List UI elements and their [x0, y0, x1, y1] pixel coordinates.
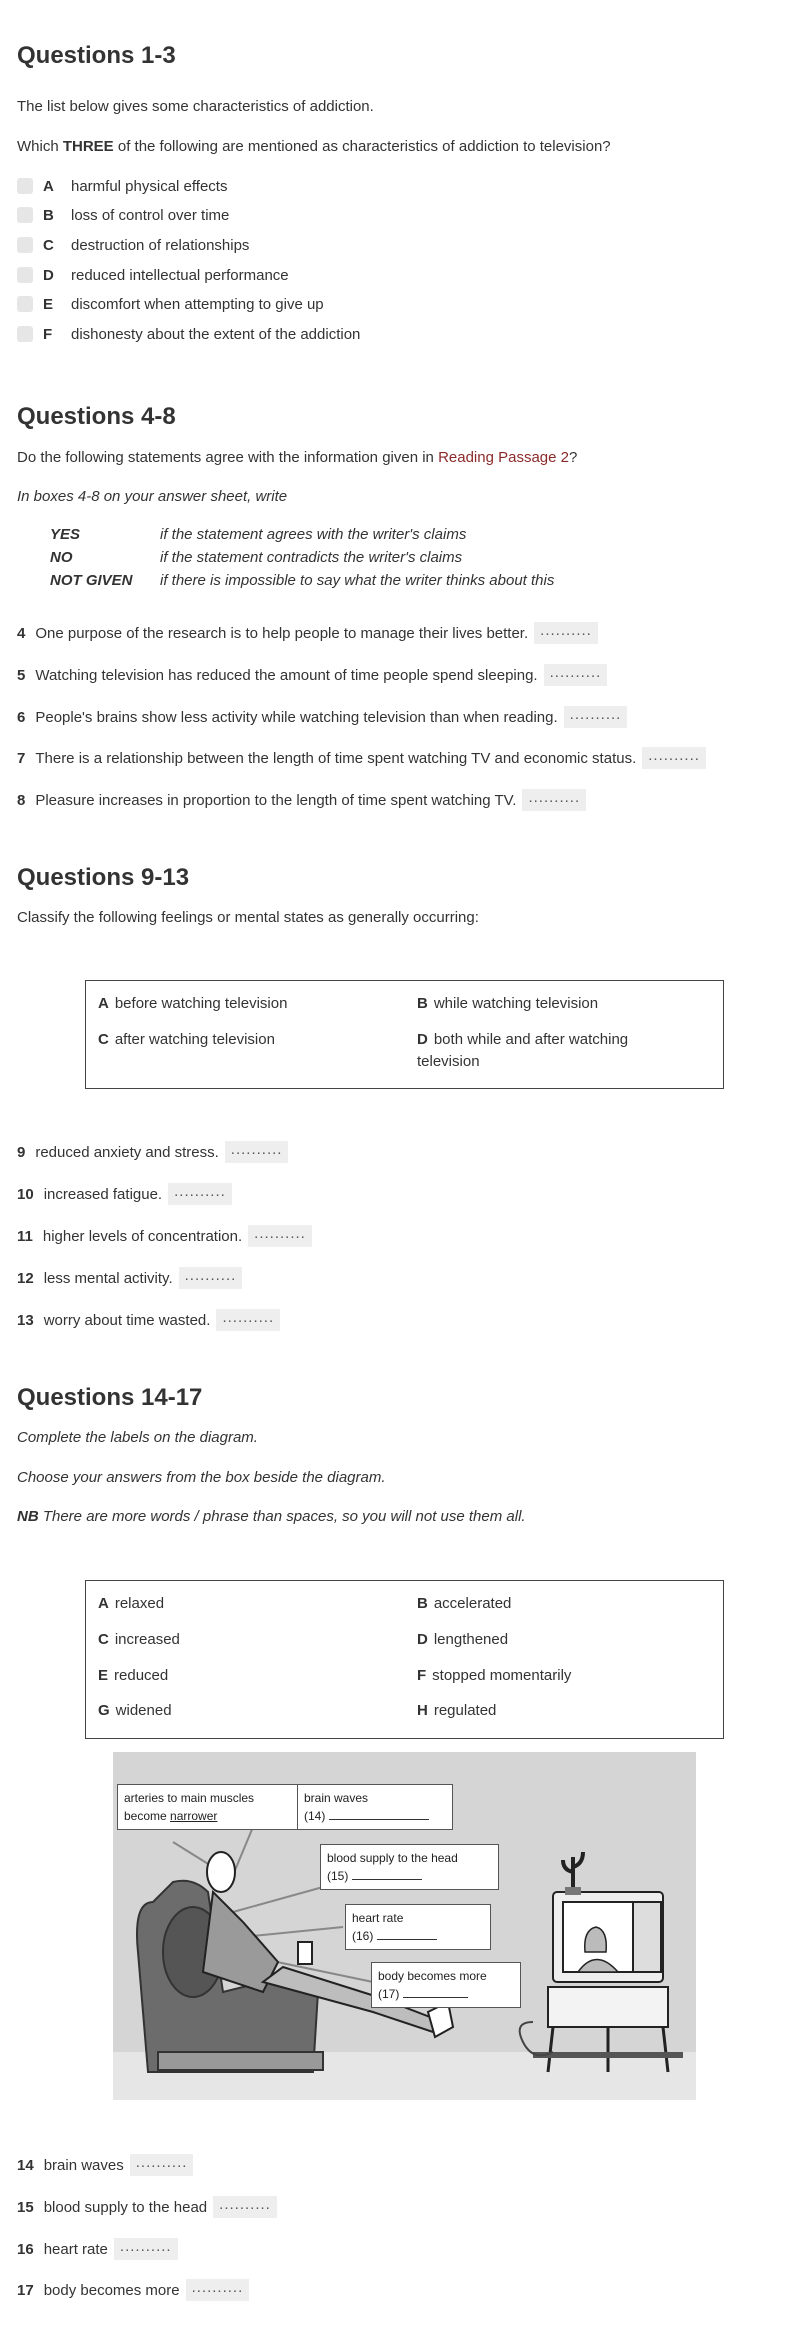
box-option-c: C increased	[98, 1631, 180, 1648]
box-option-h: H regulated	[417, 1702, 497, 1719]
question-6: 6 People's brains show less activity while watching television than when reading. ..........	[17, 705, 627, 729]
answer-blank[interactable]: ..........	[179, 1267, 243, 1289]
options-box-feelings	[85, 980, 724, 1089]
section-title-q14-17: Questions 14-17	[17, 1384, 203, 1411]
answer-blank[interactable]: ..........	[248, 1225, 312, 1247]
checkbox[interactable]	[17, 237, 33, 253]
option-e[interactable]: E discomfort when attempting to give up	[17, 293, 324, 315]
checkbox[interactable]	[17, 267, 33, 283]
section-title-q4-8: Questions 4-8	[17, 403, 176, 430]
answer-blank[interactable]: ..........	[130, 2154, 194, 2176]
checkbox[interactable]	[17, 178, 33, 194]
q4-8-instruction: In boxes 4-8 on your answer sheet, write	[17, 488, 288, 505]
label-body: body becomes more (17)	[371, 1962, 521, 2008]
box-option-b: B accelerated	[417, 1595, 512, 1612]
diagram-blank	[377, 1939, 437, 1940]
options-box-words	[85, 1580, 724, 1739]
section-title-q1-3: Questions 1-3	[17, 42, 176, 69]
q1-3-intro: The list below gives some characteristics of addiction.	[17, 98, 374, 115]
answer-blank[interactable]: ..........	[544, 664, 608, 686]
key-not-given: NOT GIVEN if there is impossible to say what the writer thinks about this	[50, 572, 555, 589]
q14-17-nb: NB There are more words / phrase than spaces, so you will not use them all.	[17, 1508, 526, 1525]
question-7: 7 There is a relationship between the length of time spent watching TV and economic status. ..........	[17, 746, 706, 770]
question-15: 15 blood supply to the head ..........	[17, 2195, 277, 2219]
answer-blank[interactable]: ..........	[186, 2279, 250, 2301]
label-blood-supply: blood supply to the head (15)	[320, 1844, 499, 1890]
box-option-a: A before watching television	[98, 995, 288, 1012]
answer-blank[interactable]: ..........	[642, 747, 706, 769]
box-option-c: C after watching television	[98, 1031, 275, 1048]
checkbox[interactable]	[17, 207, 33, 223]
question-12: 12 less mental activity. ..........	[17, 1266, 242, 1290]
box-option-g: G widened	[98, 1702, 172, 1719]
box-option-f: F stopped momentarily	[417, 1667, 572, 1684]
option-f[interactable]: F dishonesty about the extent of the addiction	[17, 323, 360, 345]
box-option-e: E reduced	[98, 1667, 169, 1684]
q9-13-intro: Classify the following feelings or mental states as generally occurring:	[17, 909, 479, 926]
answer-blank[interactable]: ..........	[225, 1141, 289, 1163]
tv-viewer-diagram	[113, 1752, 696, 2100]
question-9: 9 reduced anxiety and stress. ..........	[17, 1140, 288, 1164]
box-option-d: D both while and after watching television	[417, 1031, 629, 1070]
q4-8-intro: Do the following statements agree with the information given in Reading Passage 2?	[17, 449, 578, 466]
question-17: 17 body becomes more ..........	[17, 2278, 249, 2302]
arteries-answer: narrower	[170, 1809, 218, 1823]
answer-blank[interactable]: ..........	[522, 789, 586, 811]
question-11: 11 higher levels of concentration. ..........	[17, 1224, 312, 1248]
question-10: 10 increased fatigue. ..........	[17, 1182, 232, 1206]
reading-passage-link[interactable]: Reading Passage 2	[438, 449, 569, 466]
key-yes: YES if the statement agrees with the writer's claims	[50, 526, 467, 543]
option-d[interactable]: D reduced intellectual performance	[17, 264, 289, 286]
checkbox[interactable]	[17, 326, 33, 342]
box-option-d: D lengthened	[417, 1631, 509, 1648]
option-a[interactable]: A harmful physical effects	[17, 175, 227, 197]
diagram-blank	[329, 1819, 429, 1820]
question-4: 4 One purpose of the research is to help people to manage their lives better. ..........	[17, 621, 598, 645]
label-arteries: arteries to main muscles become narrower	[117, 1784, 299, 1830]
diagram-blank	[352, 1879, 422, 1880]
label-brain-waves: brain waves (14)	[297, 1784, 453, 1830]
diagram-blank	[403, 1997, 468, 1998]
checkbox[interactable]	[17, 296, 33, 312]
question-5: 5 Watching television has reduced the amount of time people spend sleeping. ..........	[17, 663, 607, 687]
question-13: 13 worry about time wasted. ..........	[17, 1308, 280, 1332]
key-no: NO if the statement contradicts the writer's claims	[50, 549, 463, 566]
q14-17-instruction-1: Complete the labels on the diagram.	[17, 1429, 258, 1446]
answer-blank[interactable]: ..........	[216, 1309, 280, 1331]
question-8: 8 Pleasure increases in proportion to the length of time spent watching TV. ..........	[17, 788, 586, 812]
box-option-a: A relaxed	[98, 1595, 165, 1612]
answer-blank[interactable]: ..........	[168, 1183, 232, 1205]
q1-3-question: Which THREE of the following are mentioned as characteristics of addiction to television?	[17, 138, 611, 155]
answer-blank[interactable]: ..........	[534, 622, 598, 644]
answer-blank[interactable]: ..........	[564, 706, 628, 728]
answer-blank[interactable]: ..........	[114, 2238, 178, 2260]
box-option-b: B while watching television	[417, 995, 599, 1012]
option-c[interactable]: C destruction of relationships	[17, 234, 249, 256]
label-heart-rate: heart rate (16)	[345, 1904, 491, 1950]
q14-17-instruction-2: Choose your answers from the box beside the diagram.	[17, 1469, 386, 1486]
answer-blank[interactable]: ..........	[213, 2196, 277, 2218]
question-14: 14 brain waves ..........	[17, 2153, 193, 2177]
question-16: 16 heart rate ..........	[17, 2237, 178, 2261]
option-b[interactable]: B loss of control over time	[17, 204, 229, 226]
section-title-q9-13: Questions 9-13	[17, 864, 190, 891]
